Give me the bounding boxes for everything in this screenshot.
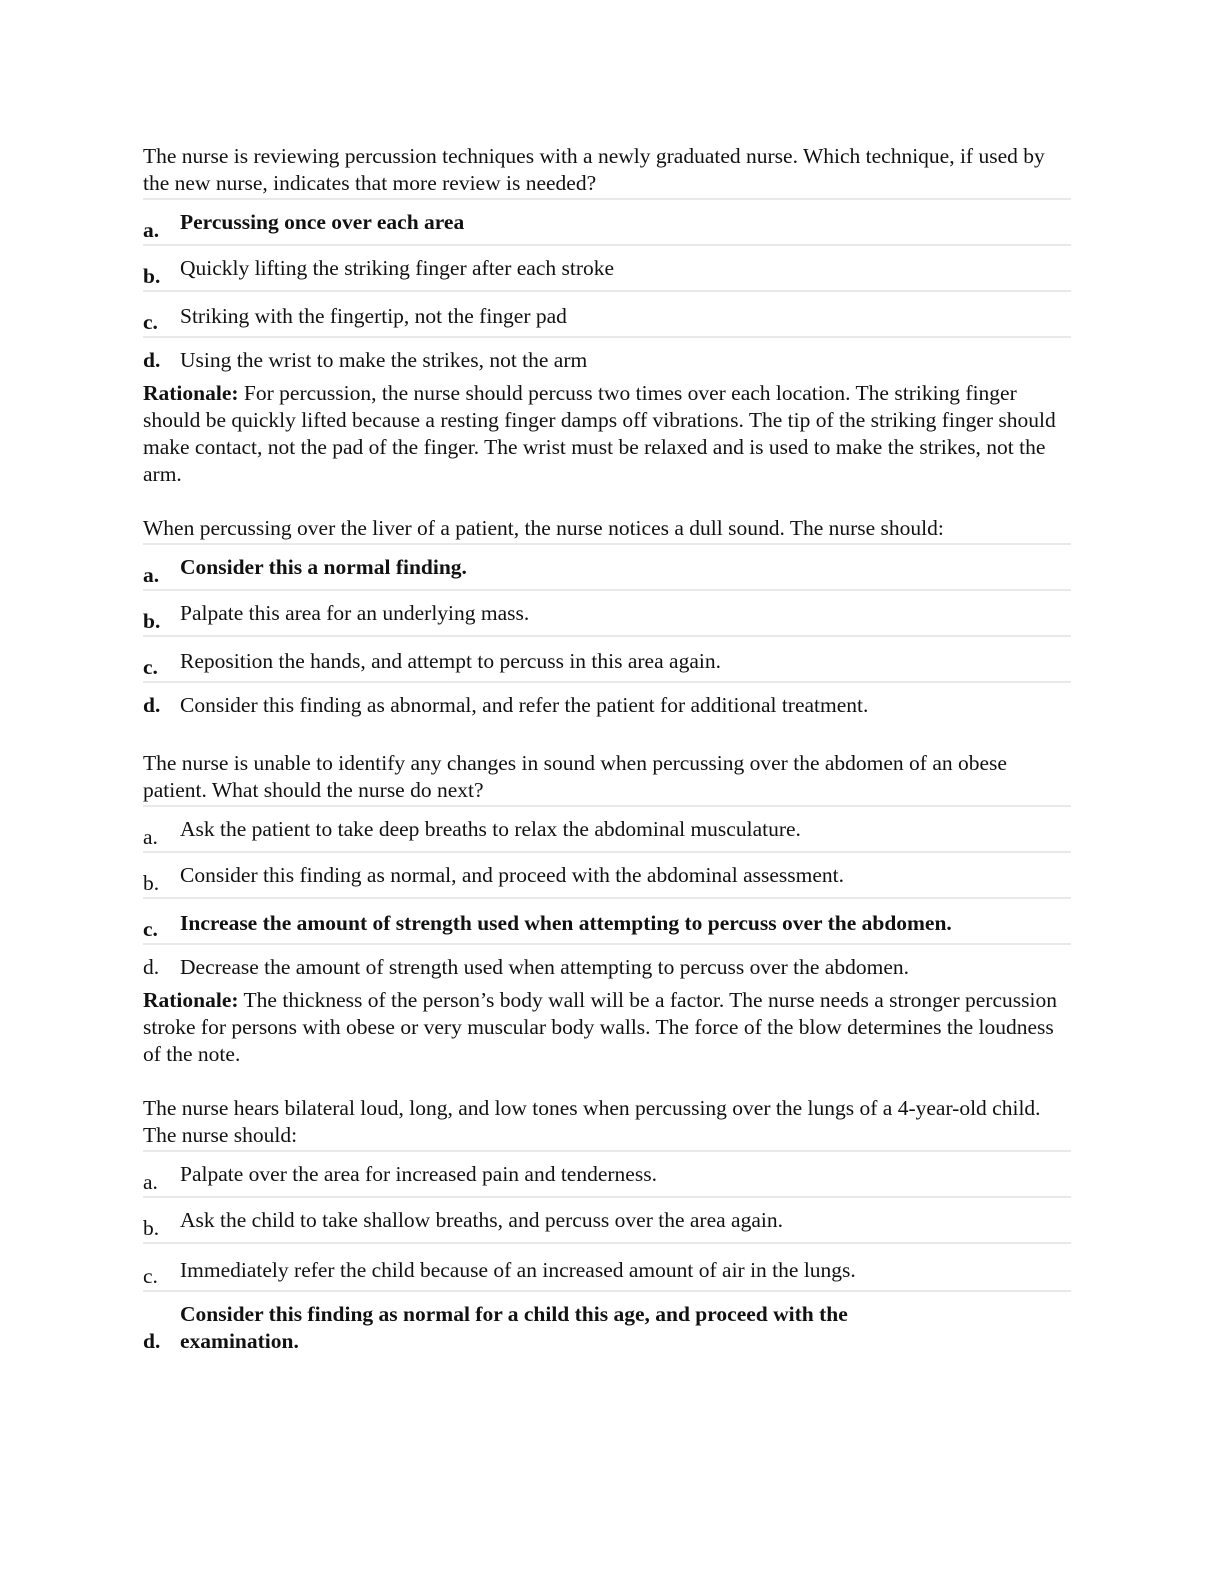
answer-option-c (143, 637, 1071, 683)
option-letter: b. (143, 609, 161, 633)
answer-option-c (143, 1244, 1071, 1292)
answer-option-a (143, 807, 1071, 853)
option-letter: c. (143, 917, 158, 941)
option-text: Consider this a normal finding. (180, 555, 467, 579)
option-letter: b. (143, 1216, 160, 1240)
answer-option-b (143, 1198, 1071, 1244)
option-text: Increase the amount of strength used when attempting to percuss over the abdomen. (180, 911, 952, 935)
option-text: Palpate over the area for increased pain and tenderness. (180, 1162, 657, 1186)
option-text: Quickly lifting the striking finger after each stroke (180, 256, 615, 280)
option-text: Immediately refer the child because of an increased amount of air in the lungs. (180, 1258, 856, 1282)
answer-option-c (143, 899, 1071, 945)
answer-option-a (143, 200, 1071, 246)
option-letter: d. (143, 348, 161, 372)
option-letter: a. (143, 218, 160, 242)
question-stem: The nurse is reviewing percussion techniques with a newly graduated nurse. Which technique, if used by the new nurse, indicates that more review is needed? (143, 143, 1071, 200)
rationale-text: The thickness of the person’s body wall will be a factor. The nurse needs a stronger percussion stroke for persons with obese or very muscular body walls. The force of the blow determines the loudness of the note. (143, 988, 1057, 1066)
option-text: Consider this finding as normal, and proceed with the abdominal assessment. (180, 863, 844, 887)
answer-option-d (143, 1292, 1071, 1355)
option-letter: d. (143, 693, 161, 717)
option-letter: b. (143, 871, 160, 895)
answer-option-a (143, 545, 1071, 591)
option-letter: b. (143, 264, 161, 288)
answer-option-d (143, 683, 1071, 719)
option-letter: d. (143, 955, 160, 979)
option-text: Reposition the hands, and attempt to percuss in this area again. (180, 649, 721, 673)
option-letter: c. (143, 310, 158, 334)
option-letter: c. (143, 655, 158, 679)
rationale-label: Rationale: (143, 988, 239, 1012)
option-text: Using the wrist to make the strikes, not the arm (180, 348, 588, 372)
option-letter: c. (143, 1264, 158, 1288)
question-stem: The nurse is unable to identify any changes in sound when percussing over the abdomen of an obese patient. What should the nurse do next? (143, 750, 1071, 807)
option-text: Striking with the fingertip, not the finger pad (180, 304, 567, 328)
answer-option-d (143, 945, 1071, 981)
answer-option-c (143, 292, 1071, 338)
question-4 (143, 1095, 1071, 1355)
answer-option-b (143, 591, 1071, 637)
option-text: Consider this finding as normal for a child this age, and proceed with the examination. (180, 1302, 848, 1353)
option-letter: a. (143, 563, 160, 587)
option-text: Ask the patient to take deep breaths to relax the abdominal musculature. (180, 817, 801, 841)
option-text: Consider this finding as abnormal, and refer the patient for additional treatment. (180, 693, 869, 717)
question-1 (143, 143, 1071, 488)
question-3 (143, 750, 1071, 1068)
rationale-text: For percussion, the nurse should percuss two times over each location. The striking finger should be quickly lifted because a resting finger damps off vibrations. The tip of the striking finger should make contact, not the pad of the finger. The wrist must be relaxed and is used to make the strikes, not the arm. (143, 381, 1056, 486)
rationale (143, 987, 1071, 1068)
question-stem: When percussing over the liver of a patient, the nurse notices a dull sound. The nurse should: (143, 515, 1071, 545)
answer-option-d (143, 338, 1071, 374)
rationale (143, 380, 1071, 488)
option-letter: d. (143, 1329, 161, 1353)
option-text: Percussing once over each area (180, 210, 465, 234)
option-text: Ask the child to take shallow breaths, and percuss over the area again. (180, 1208, 783, 1232)
question-stem: The nurse hears bilateral loud, long, and low tones when percussing over the lungs of a 4-year-old child. The nurse should: (143, 1095, 1071, 1152)
option-letter: a. (143, 825, 158, 849)
question-2 (143, 515, 1071, 719)
option-text: Palpate this area for an underlying mass. (180, 601, 530, 625)
answer-option-b (143, 246, 1071, 292)
answer-option-a (143, 1152, 1071, 1198)
answer-option-b (143, 853, 1071, 899)
option-letter: a. (143, 1170, 158, 1194)
rationale-label: Rationale: (143, 381, 239, 405)
option-text: Decrease the amount of strength used when attempting to percuss over the abdomen. (180, 955, 909, 979)
